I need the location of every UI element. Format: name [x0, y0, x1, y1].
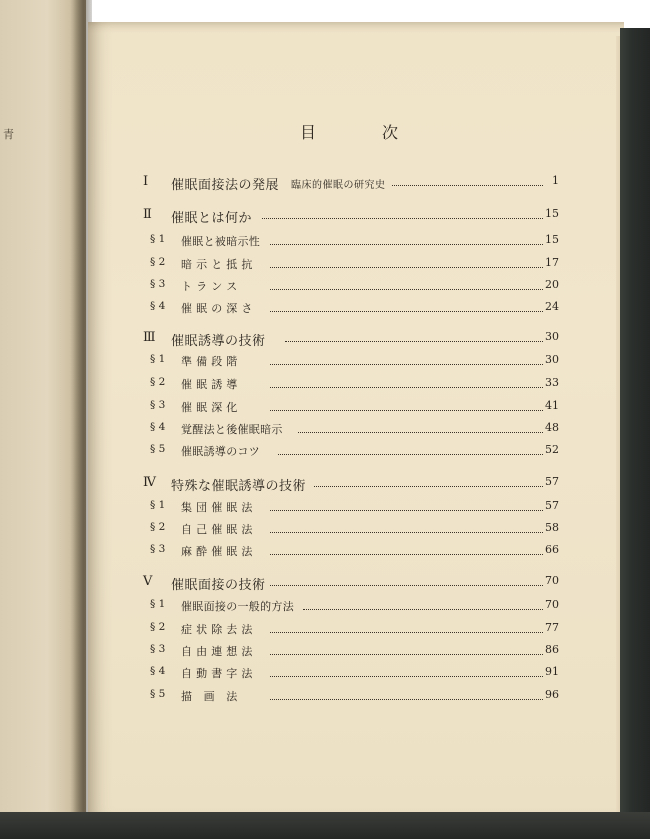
section-title: 催眠面接の一般的方法	[181, 600, 294, 613]
chapter-number: Ⅲ	[143, 330, 156, 345]
toc-section-2-2[interactable]	[0, 256, 650, 276]
toc-chapter-1[interactable]	[0, 174, 650, 194]
toc-section-3-3[interactable]	[0, 399, 650, 419]
dot-leader	[270, 387, 543, 388]
toc-section-5-2[interactable]	[0, 621, 650, 641]
section-number: § 2	[150, 376, 166, 388]
toc-chapter-4[interactable]	[0, 475, 650, 495]
page-number: 20	[545, 278, 559, 291]
toc-section-5-5[interactable]	[0, 688, 650, 708]
section-number: § 4	[150, 421, 166, 433]
section-number: § 2	[150, 256, 166, 268]
page-number: 57	[545, 499, 559, 512]
chapter-title: 催眠誘導の技術	[171, 334, 266, 349]
section-title: 催眠と被暗示性	[181, 235, 261, 248]
page-number: 77	[545, 621, 559, 634]
dot-leader	[270, 311, 543, 312]
dot-leader	[270, 364, 543, 365]
section-title: 自 動 書 字 法	[181, 667, 253, 680]
section-title: 自 由 連 想 法	[181, 645, 253, 658]
section-number: § 1	[150, 233, 166, 245]
dot-leader	[270, 244, 543, 245]
left-page-edge-text: 青	[3, 128, 14, 141]
page-number: 17	[545, 256, 559, 269]
section-number: § 1	[150, 353, 166, 365]
page-number: 15	[545, 233, 559, 246]
section-title: 催 眠 の 深 さ	[181, 302, 253, 315]
dot-leader	[270, 585, 543, 586]
section-title: 集 団 催 眠 法	[181, 501, 253, 514]
section-title: 催 眠 深 化	[181, 401, 238, 414]
chapter-number: Ⅰ	[143, 174, 149, 189]
page-number: 58	[545, 521, 559, 534]
section-number: § 5	[150, 688, 166, 700]
dot-leader	[303, 609, 543, 610]
section-title: 自 己 催 眠 法	[181, 523, 253, 536]
toc-section-3-2[interactable]	[0, 376, 650, 396]
page-number: 15	[545, 207, 559, 220]
section-title: 暗 示 と 抵 抗	[181, 258, 253, 271]
dot-leader	[270, 510, 543, 511]
toc-chapter-3[interactable]	[0, 330, 650, 350]
dot-leader	[270, 654, 543, 655]
page-number: 33	[545, 376, 559, 389]
chapter-title: 催眠面接の技術	[171, 578, 266, 593]
section-number: § 4	[150, 665, 166, 677]
page-number: 24	[545, 300, 559, 313]
toc-title-part2: 次	[382, 123, 400, 142]
section-number: § 3	[150, 278, 166, 290]
dot-leader	[314, 486, 543, 487]
section-number: § 3	[150, 399, 166, 411]
toc-section-3-4[interactable]	[0, 421, 650, 441]
section-number: § 5	[150, 443, 166, 455]
page-number: 66	[545, 543, 559, 556]
page-number: 52	[545, 443, 559, 456]
toc-section-4-1[interactable]	[0, 499, 650, 519]
page-number: 30	[545, 353, 559, 366]
page-number: 96	[545, 688, 559, 701]
section-title: 麻 酔 催 眠 法	[181, 545, 253, 558]
toc-chapter-5[interactable]	[0, 574, 650, 594]
page-number: 48	[545, 421, 559, 434]
chapter-number: Ⅱ	[143, 207, 152, 222]
dot-leader	[262, 218, 543, 219]
dot-leader	[270, 289, 543, 290]
page-number: 30	[545, 330, 559, 343]
dot-leader	[270, 267, 543, 268]
section-title: 描 画 法	[181, 690, 238, 703]
toc-section-4-2[interactable]	[0, 521, 650, 541]
toc-section-2-1[interactable]	[0, 233, 650, 253]
section-title: 準 備 段 階	[181, 355, 238, 368]
page-number: 57	[545, 475, 559, 488]
dot-leader	[285, 341, 543, 342]
section-number: § 1	[150, 598, 166, 610]
chapter-subtitle: 臨床的催眠の研究史	[291, 180, 386, 191]
toc-section-2-4[interactable]	[0, 300, 650, 320]
section-title: 症 状 除 去 法	[181, 623, 253, 636]
section-title: 覚醒法と後催眠暗示	[181, 423, 283, 436]
toc-chapter-2[interactable]	[0, 207, 650, 227]
chapter-title: 催眠とは何か	[171, 211, 253, 226]
page-number: 91	[545, 665, 559, 678]
toc-section-5-1[interactable]	[0, 598, 650, 618]
section-title: 催 眠 誘 導	[181, 378, 238, 391]
section-title: 催眠誘導のコツ	[181, 445, 261, 458]
section-number: § 1	[150, 499, 166, 511]
dot-leader	[298, 432, 543, 433]
toc-title-part1: 目	[300, 123, 318, 142]
dot-leader	[270, 632, 543, 633]
dot-leader	[392, 185, 543, 186]
page-number: 41	[545, 399, 559, 412]
dot-leader	[270, 554, 543, 555]
section-number: § 2	[150, 621, 166, 633]
toc-section-5-3[interactable]	[0, 643, 650, 663]
toc-section-3-1[interactable]	[0, 353, 650, 373]
dot-leader	[270, 532, 543, 533]
page-number: 70	[545, 574, 559, 587]
dot-leader	[278, 454, 543, 455]
dot-leader	[270, 410, 543, 411]
dot-leader	[270, 676, 543, 677]
toc-section-4-3[interactable]	[0, 543, 650, 563]
page-number: 86	[545, 643, 559, 656]
section-number: § 3	[150, 543, 166, 555]
toc-section-5-4[interactable]	[0, 665, 650, 685]
chapter-title: 催眠面接法の発展	[171, 178, 280, 193]
toc-section-2-3[interactable]	[0, 278, 650, 298]
book-cover-bottom	[0, 812, 650, 839]
chapter-number: Ⅳ	[143, 475, 156, 490]
toc-section-3-5[interactable]	[0, 443, 650, 463]
page-number: 1	[552, 174, 559, 187]
chapter-number: Ⅴ	[143, 574, 153, 589]
section-number: § 3	[150, 643, 166, 655]
chapter-title: 特殊な催眠誘導の技術	[171, 479, 307, 494]
page-number: 70	[545, 598, 559, 611]
section-number: § 2	[150, 521, 166, 533]
section-title: ト ラ ン ス	[181, 280, 238, 293]
dot-leader	[270, 699, 543, 700]
section-number: § 4	[150, 300, 166, 312]
